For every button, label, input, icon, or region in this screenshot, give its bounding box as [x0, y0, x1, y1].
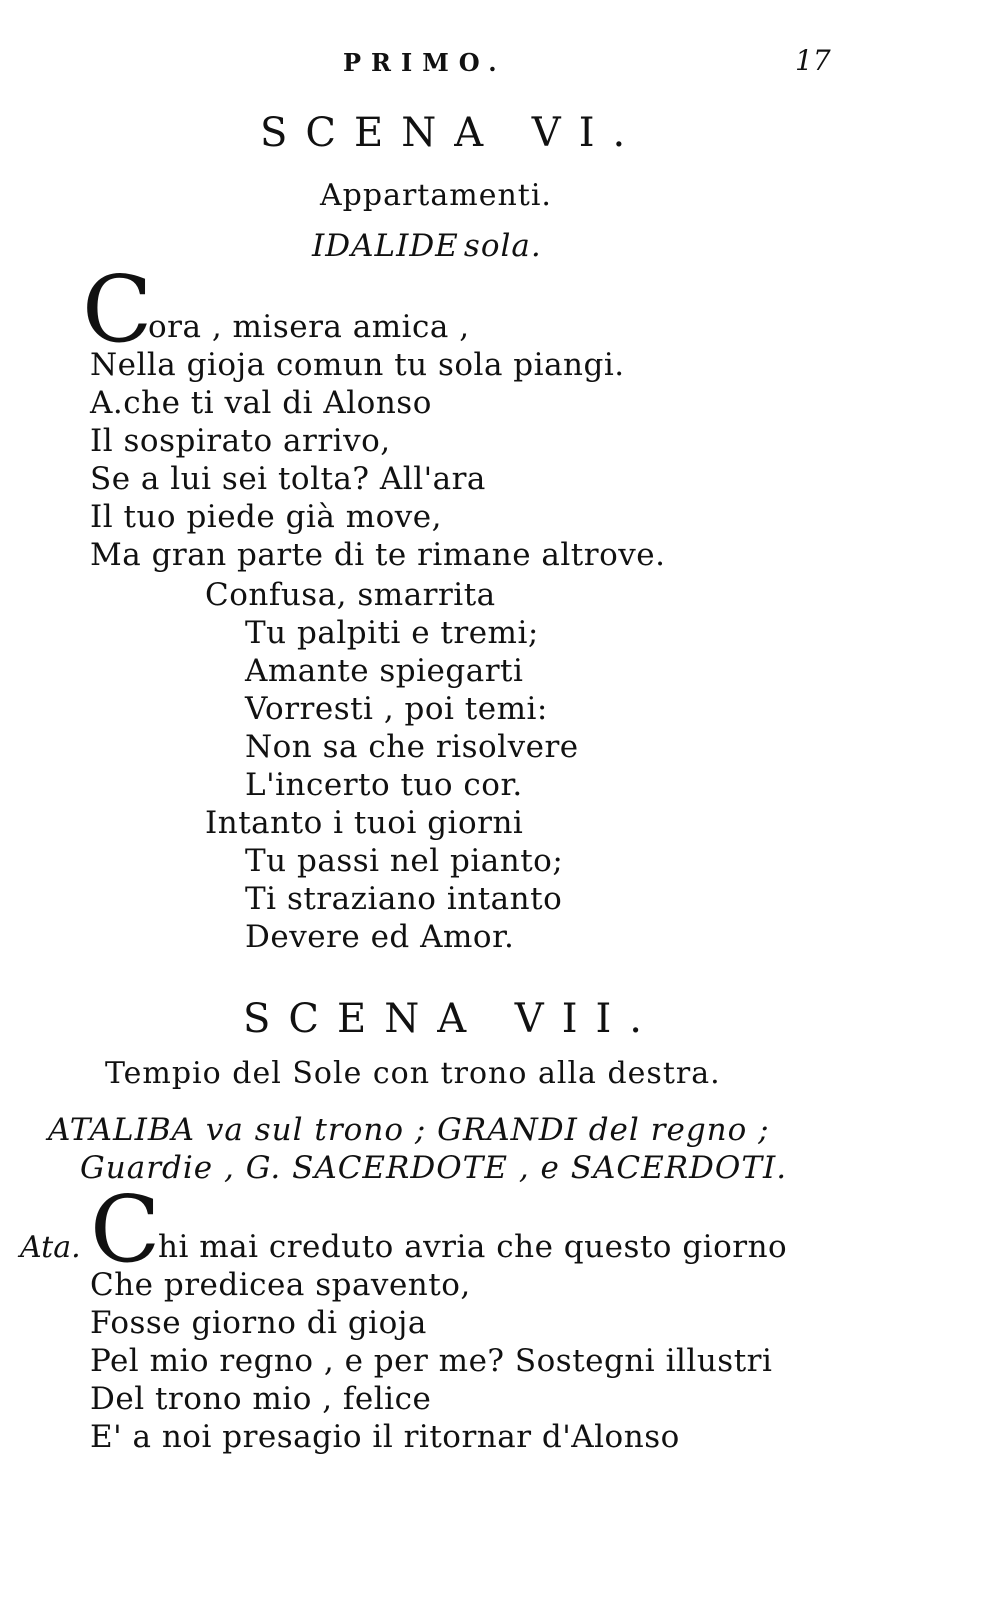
direction-text: , e	[507, 1150, 571, 1186]
scene-7-setting: Tempio del Sole con trono alla destra.	[105, 1056, 721, 1091]
scene-6-recitative	[90, 346, 665, 574]
speaker-label: Ata.	[20, 1230, 81, 1265]
verse-line: Fosse giorno di gioja	[90, 1305, 427, 1341]
verse-line: Il tuo piede già move,	[90, 499, 442, 535]
character-name: GRANDI	[437, 1112, 578, 1148]
character-note: sola.	[463, 228, 542, 264]
aria-line: Confusa, smarrita	[205, 577, 496, 613]
scene-6-character	[312, 228, 542, 264]
verse-line: Che predicea spavento,	[90, 1267, 471, 1303]
aria-line: Devere ed Amor.	[245, 919, 515, 955]
verse-line: Nella gioja comun tu sola piangi.	[90, 347, 625, 383]
aria-line: L'incerto tuo cor.	[245, 767, 523, 803]
aria-line: Intanto i tuoi giorni	[205, 805, 524, 841]
scene-7-dropcap: C	[90, 1176, 161, 1283]
verse-line: Se a lui sei tolta? All'ara	[90, 461, 486, 497]
scene-6-dropcap: C	[82, 256, 153, 363]
scene-7-first-line: hi mai creduto avria che questo giorno	[158, 1229, 788, 1265]
scene-7-stage-direction	[48, 1112, 770, 1148]
aria-line: Vorresti , poi temi:	[245, 691, 548, 727]
scene-6-aria	[205, 576, 579, 956]
character-name: SACERDOTE	[292, 1150, 508, 1186]
direction-text: va sul trono ;	[195, 1112, 438, 1148]
aria-line: Non sa che risolvere	[245, 729, 579, 765]
verse-line: Pel mio regno , e per me? Sostegni illustri	[90, 1343, 773, 1379]
verse-line: E' a noi presagio il ritornar d'Alonso	[90, 1419, 680, 1455]
scene-6-setting: Appartamenti.	[320, 178, 552, 213]
verse-line: Ma gran parte di te rimane altrove.	[90, 537, 666, 573]
scene-6-title: SCENA VI.	[260, 110, 644, 156]
aria-line: Ti straziano intanto	[245, 881, 563, 917]
scene-7-recitative	[90, 1266, 772, 1456]
verse-line: Del trono mio , felice	[90, 1381, 432, 1417]
scene-6-first-line: ora , misera amica ,	[148, 309, 470, 345]
scene-7-title: SCENA VII.	[243, 996, 661, 1042]
character-name: SACERDOTI.	[570, 1150, 788, 1186]
running-title: PRIMO.	[343, 48, 507, 77]
direction-text: del regno ;	[577, 1112, 770, 1148]
scene-7-stage-direction-cont	[80, 1150, 787, 1186]
aria-line: Amante spiegarti	[245, 653, 524, 689]
verse-line: A.che ti val di Alonso	[90, 385, 432, 421]
page-number: 17	[795, 44, 831, 77]
aria-line: Tu palpiti e tremi;	[245, 615, 539, 651]
character-name: ATALIBA	[48, 1112, 196, 1148]
direction-text: Guardie , G.	[80, 1150, 293, 1186]
aria-line: Tu passi nel pianto;	[245, 843, 564, 879]
verse-line: Il sospirato arrivo,	[90, 423, 391, 459]
character-name: IDALIDE	[312, 228, 459, 264]
